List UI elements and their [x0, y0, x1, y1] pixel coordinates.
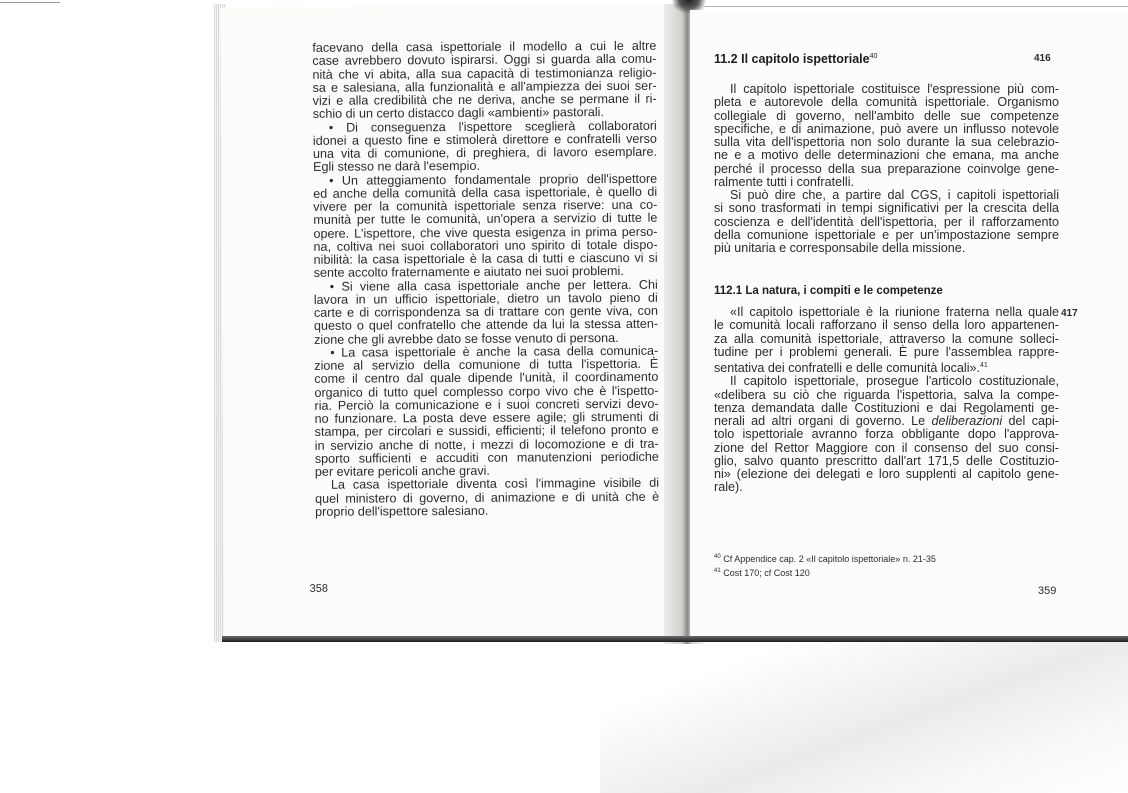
- text-line: • Si viene alla casa ispettoriale anche per lettera. Chi: [329, 277, 658, 294]
- text-line: ni» (elezione dei delegati e loro supplenti al capitolo gene-: [714, 467, 1059, 482]
- left-page: [220, 5, 680, 642]
- text-line: [714, 359, 1059, 375]
- text-line: [714, 415, 1059, 428]
- text-line: pleta e autorevole della comunità ispettoriale. Organismo: [714, 95, 1059, 110]
- text-line: Il capitolo ispettoriale costituisce l'espressione più com-: [730, 82, 1059, 96]
- text-line: munità per tutte le comunità, un'opera a servizio di tutte le: [313, 210, 658, 228]
- text-line: zione che gli avrebbe dato se fosse venuto di persona.: [314, 330, 619, 347]
- text-line-content: sentativa dei confratelli e delle comunità locali».: [714, 361, 981, 376]
- text-line: zione del Rettor Maggiore con il consenso del suo consi-: [714, 440, 1059, 455]
- footnote-ref: 41: [980, 362, 988, 369]
- footnote-text: Cf Appendice cap. 2 «Il capitolo ispettoriale» n. 21-35: [723, 554, 936, 564]
- text-line: sulla vita dell'ispettoria non solo durante la sua celebrazio-: [714, 135, 1059, 149]
- text-line: ed anche della comunità della casa ispettoriale, è quello di: [313, 184, 658, 201]
- text-line: vizi e alla credibilità che ne deriva, anche se permane il ri-: [312, 91, 657, 108]
- text-line: ne e a motivo delle determinazioni che emana, ma anche: [714, 148, 1059, 163]
- text-line-content: del capi-: [1002, 414, 1059, 429]
- text-line: questo o quel confratello che attende da lui la stessa atten-: [313, 316, 659, 334]
- scan-shadow: [600, 642, 1128, 793]
- text-line: na, coltiva nei suoi collaboratori uno spirito di totale dispo-: [313, 237, 658, 254]
- footnotes: [714, 551, 936, 579]
- text-line: tudine per i problemi generali. È pure l'assemblea rappre-: [714, 344, 1059, 359]
- scan-top-rule-left: [0, 2, 60, 3]
- text-line: proprio dell'ispettore salesiano.: [315, 503, 489, 519]
- section-heading: 112.1 La natura, i compiti e le competenze: [714, 285, 943, 297]
- text-line: una vita di comunione, di preghiera, di lavoro esemplare.: [312, 144, 658, 161]
- text-line: più unitaria e corresponsabile della missione.: [714, 241, 966, 255]
- text-line: organico di tutto quel complesso corpo vivo che è l'ispetto-: [314, 383, 659, 400]
- text-line: si sono trasformati in tempi significativi per la crescita della: [714, 201, 1059, 216]
- footnote-text: Cost 170; cf Cost 120: [723, 568, 810, 578]
- text-line: Si può dire che, a partire dal CGS, i capitoli ispettoriali: [730, 188, 1059, 202]
- chapter-heading-text: 11.2 Il capitolo ispettoriale: [714, 52, 870, 66]
- italic-term: deliberazioni: [931, 414, 1003, 429]
- text-line: sente accolto fraternamente e aiutato nei suoi problemi.: [313, 264, 624, 281]
- margin-number: 416: [1034, 53, 1051, 64]
- text-line: zione al servizio della comunione di tutta l'ispettoria. È: [314, 356, 659, 373]
- text-line: Egli stesso ne darà l'esempio.: [313, 159, 481, 175]
- text-line: schio di un certo distacco dagli «ambienti» pastorali.: [312, 105, 604, 122]
- text-line: glio, salvo quanto prescritto dall'art 171,5 delle Costituzio-: [714, 453, 1059, 468]
- text-line: • Di conseguenza l'ispettore sceglierà collaboratori: [328, 118, 657, 135]
- text-line: ralmente tutti i confratelli.: [714, 174, 854, 189]
- text-line: stampa, per circolari e sussidi, efficienti; il telefono pronto e: [314, 422, 659, 440]
- footnote-ref: 40: [869, 52, 878, 60]
- margin-number: 417: [1061, 308, 1078, 319]
- text-line: carte e di corrispondenza sa di trattare con gente viva, con: [313, 303, 658, 320]
- footnote: [714, 551, 936, 565]
- text-line: collegiale di governo, nell'ambito delle sue competenze: [714, 108, 1059, 123]
- text-line: «delibera su ciò che riguarda l'ispettoria, salva la compe-: [714, 387, 1059, 402]
- page-number-right: 359: [1038, 585, 1057, 597]
- text-line: nità che vi abita, alla sua capacità di testimonianza religio-: [312, 65, 657, 82]
- text-line: no funzionare. La posta deve essere agile; gli strumenti di: [314, 409, 659, 426]
- text-line-content: nerali ad altri organi di governo. Le: [714, 414, 932, 429]
- text-line: za alla comunità ispettoriale, attraverso la comune solleci-: [714, 331, 1059, 346]
- text-line: tenza demandata dalle Costituzioni e dai Regolamenti ge-: [714, 400, 1059, 415]
- text-line: • La casa ispettoriale è anche la casa della comunica-: [330, 343, 659, 360]
- text-line: coscienza e dell'identità dell'ispettoria, per il rafforzamento: [714, 214, 1059, 229]
- page-number-left: 358: [309, 582, 329, 595]
- text-line: in servizio anche di notte, i mezzi di locomozione e di tra-: [314, 436, 659, 453]
- footnote-mark: 40: [714, 554, 721, 560]
- text-line: specifiche, e di animazione, può avere un influsso notevole: [714, 121, 1059, 136]
- left-page-body: [312, 40, 659, 519]
- text-line: della comunione ispettoriale e per un'impostazione sempre: [714, 227, 1059, 242]
- right-page: [690, 10, 1128, 640]
- text-line: • Un atteggiamento fondamentale proprio dell'ispettore: [329, 171, 658, 188]
- text-line: rale).: [714, 480, 743, 495]
- text-line: Il capitolo ispettoriale, prosegue l'articolo costituzionale,: [730, 374, 1059, 389]
- text-line: come il centro dal quale dipende l'unità, il coordinamento: [314, 369, 659, 387]
- text-line: perché il processo della sua preparazione coinvolge gene-: [714, 161, 1059, 176]
- chapter-heading: [714, 52, 877, 66]
- text-line: vivere per la comunità ispettoriale senza riserve: una co-: [313, 197, 658, 214]
- intro-body: [714, 83, 1059, 255]
- text-line: facevano della casa ispettoriale il modello a cui le altre: [312, 38, 657, 55]
- text-line: per evitare pericoli anche gravi.: [314, 463, 490, 479]
- text-line: «Il capitolo ispettoriale è la riunione fraterna nella quale: [730, 305, 1059, 319]
- footnote: [714, 565, 936, 579]
- scan-top-rule-right: [700, 6, 1128, 7]
- text-line: ria. Perciò la comunicazione e i suoi concreti servizi devo-: [314, 396, 659, 413]
- text-line: nibilità: la casa ispettoriale è la casa di tutti e ciascuno vi si: [313, 250, 658, 267]
- text-line: idonei a questo fine e stimolerà direttore e confratelli verso: [312, 131, 657, 148]
- text-line: lavora in un ufficio ispettoriale, dietro un tavolo pieno di: [313, 290, 658, 307]
- section-body: [714, 306, 1059, 495]
- footnote-mark: 41: [714, 568, 721, 574]
- text-line: tolo ispettoriale avranno forza obbligante dopo l'approva-: [714, 427, 1059, 442]
- text-line: opere. L'ispettore, che vive questa esigenza in prima perso-: [313, 224, 658, 241]
- text-line: La casa ispettoriale diventa così l'immagine visibile di: [330, 475, 660, 492]
- text-line: sporto sufficienti e accuditi con manutenzioni periodiche: [314, 449, 659, 466]
- text-line: quel ministero di governo, di animazione e di unità che è: [315, 489, 660, 506]
- text-line: case avrebbero dovuto ispirarsi. Oggi si guarda alla comu-: [312, 51, 657, 69]
- text-line: le comunità locali rafforzano il senso della loro appartenen-: [714, 318, 1059, 333]
- text-line: sa e salesiana, alla funzionalità e all'ampiezza dei suoi ser-: [312, 78, 657, 95]
